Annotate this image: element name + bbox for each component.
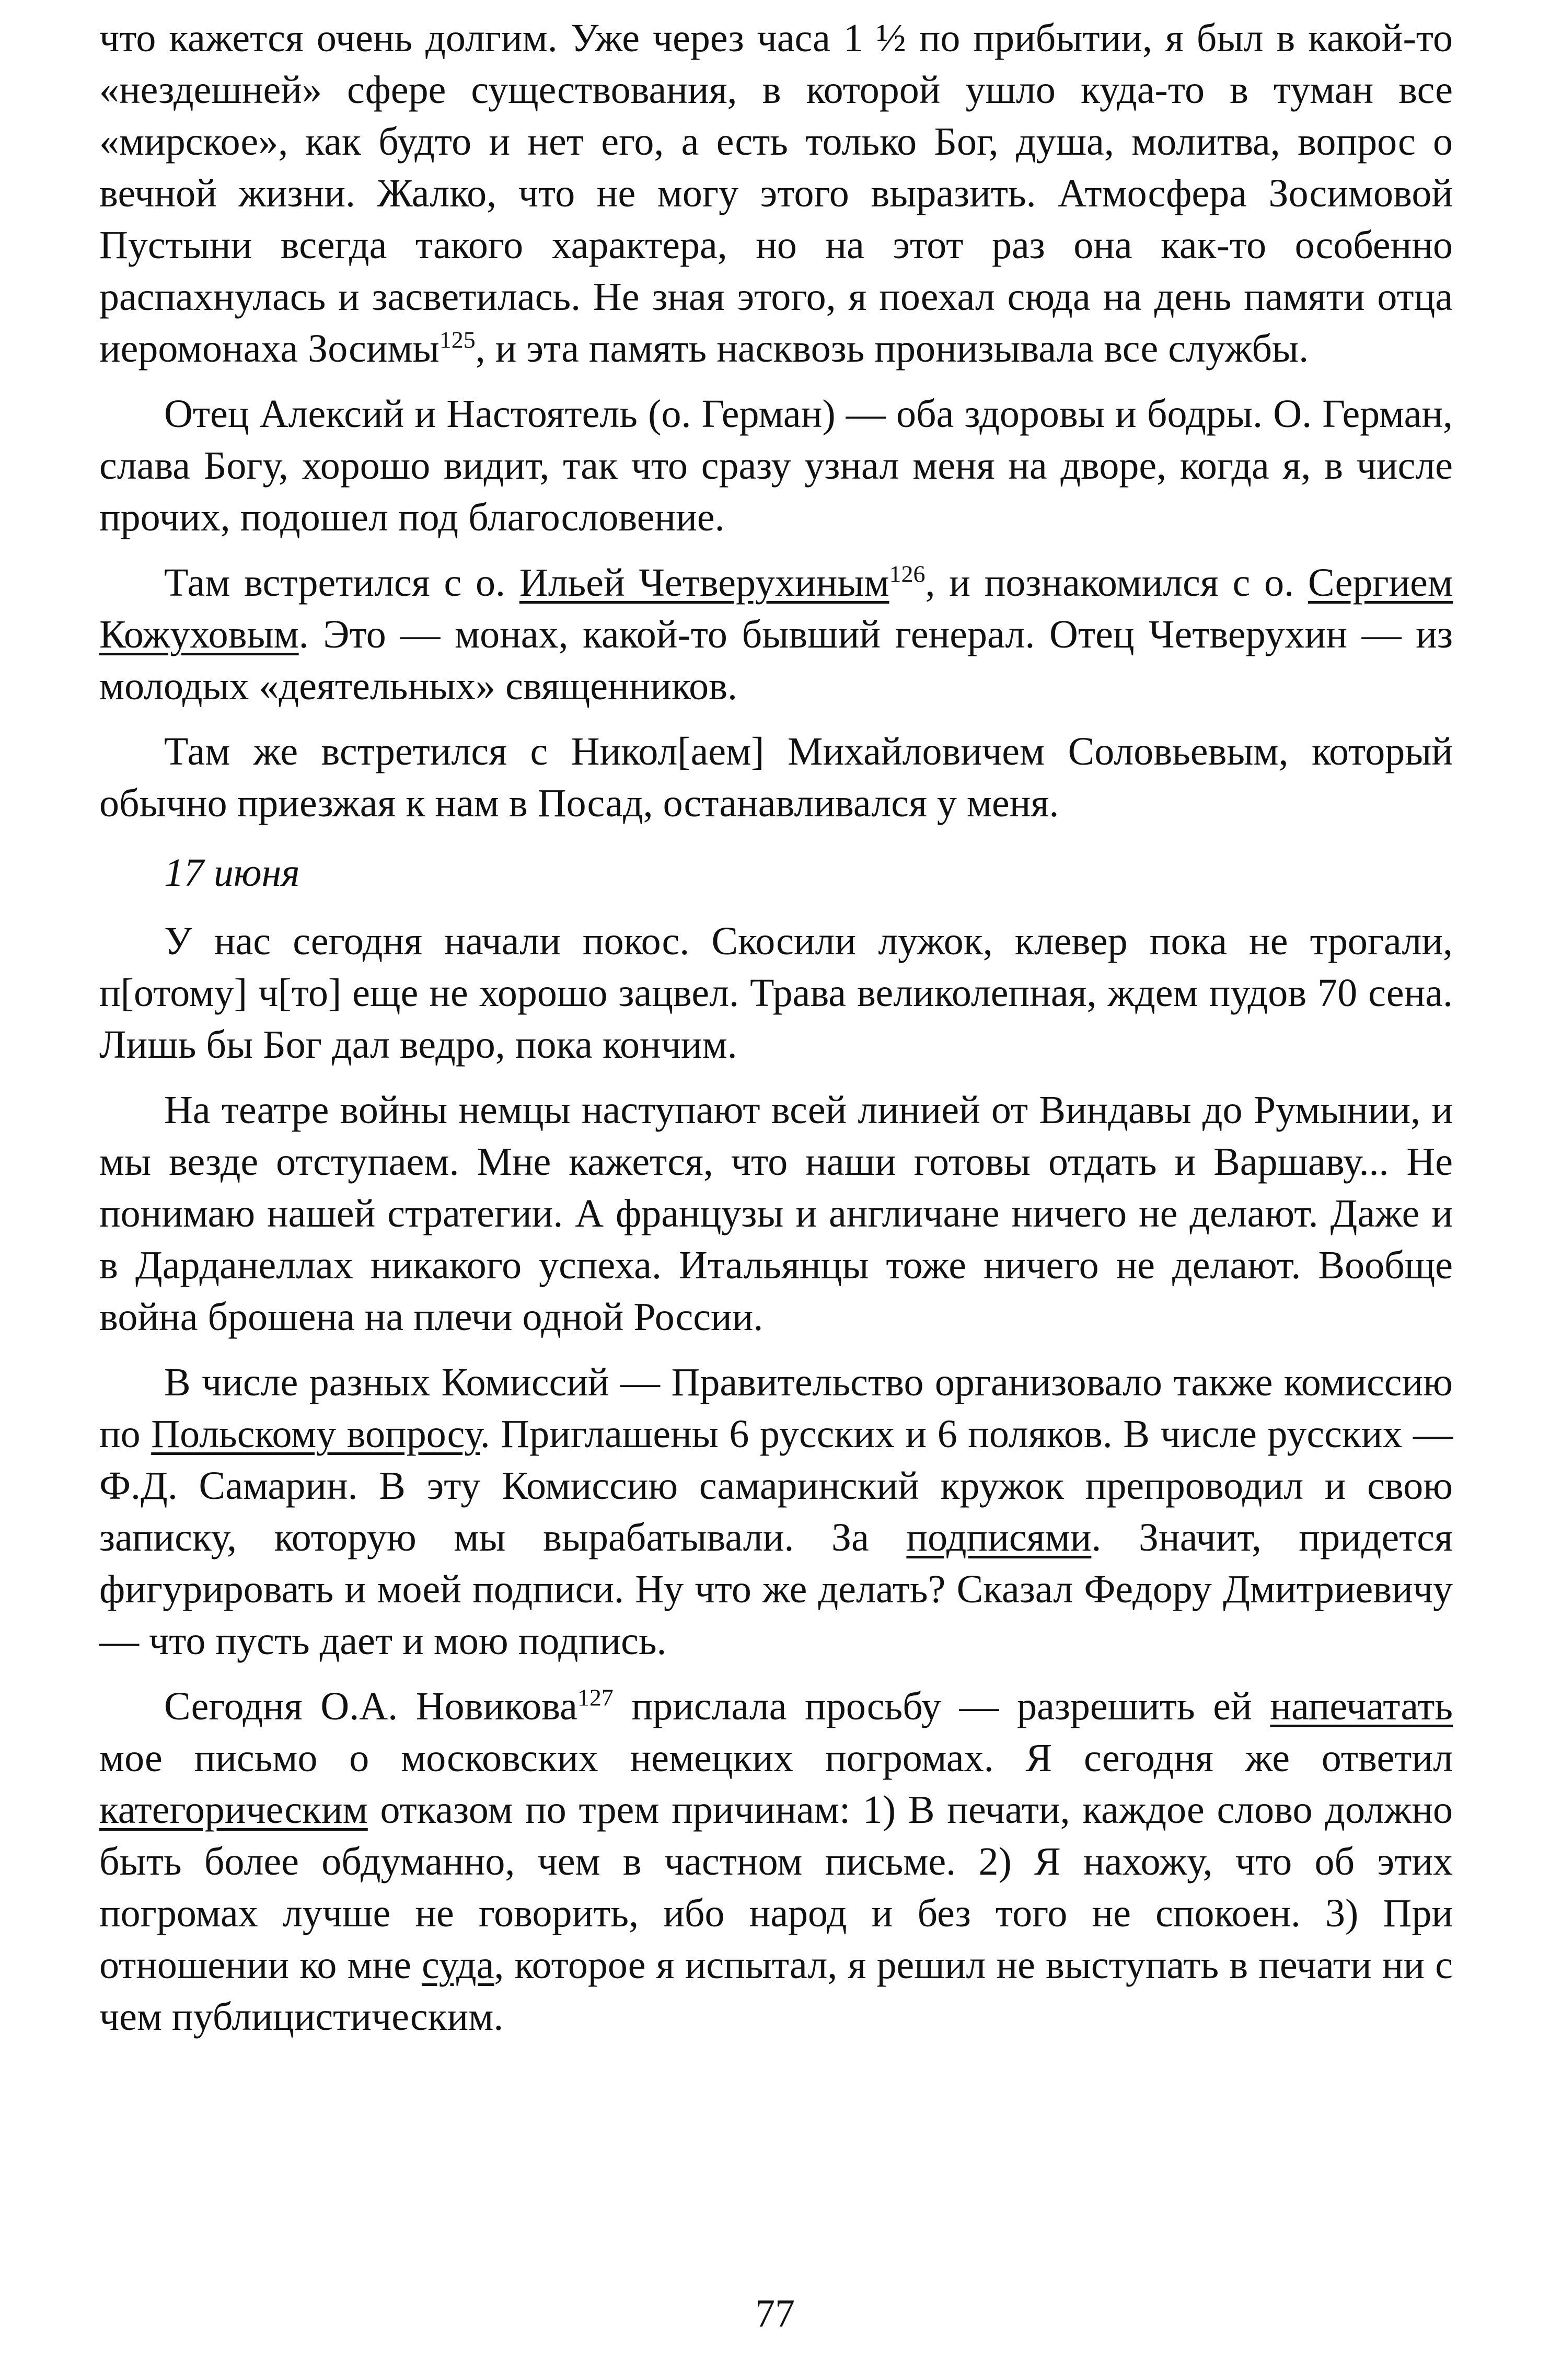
paragraph-2 [99,388,1453,544]
text-run: , которое я испытал, я решил не выступать в печати ни с чем публицистическим. [99,1943,1453,2039]
paragraph-7 [99,1357,1453,1667]
text-run: На театре войны немцы наступают всей линией от Виндавы до Румынии, и мы везде отступаем. Мне кажется, что наши готовы отдать и Варшаву... Не понимаю нашей стратегии. А французы и англичане ничего не делают. Даже и в Дарданеллах никакого успеха. Итальянцы тоже ничего не делают. Вообще война брошена на плечи одной России. [99,1088,1453,1339]
underlined-print: напечатать [1270,1684,1453,1728]
text-run: В числе разных Комиссий — Правительство организовало также комиссию по [99,1360,1453,1456]
text-run: . Это — монах, какой-то бывший генерал. Отец Четверухин — из молодых «деятельных» священников. [99,613,1453,708]
paragraph-1 [99,13,1453,375]
diary-date-heading: 17 июня [164,851,300,895]
underlined-name-chetverukhin: Ильей Четверухиным [519,561,889,605]
underlined-name-kozhukhov: Сергием Кожуховым [99,561,1453,656]
underlined-signatures: подписями [906,1516,1092,1559]
text-run: что кажется очень долгим. Уже через часа 1 ½ по прибытии, я был в какой-то «нездешней» сфере существования, в которой ушло куда-то в туман все «мирское», как будто и нет его, а есть только Бог, душа, молитва, вопрос о вечной жизни. Жалко, что не могу этого выразить. Атмосфера Зосимовой Пустыни всегда такого характера, но на этот раз она как-то особенно распахнулась и засветилась. Не зная этого, я поехал сюда на день памяти отца иеромонаха Зосимы [99,16,1453,371]
text-run: , и эта память насквозь пронизывала все службы. [475,327,1309,371]
text-run: . Приглашены 6 русских и 6 поляков. В числе русских — Ф.Д. Самарин. В эту Комиссию самаринский кружок препроводил и свою записку, которую мы вырабатывали. За [99,1412,1453,1559]
text-run: У нас сегодня начали покос. Скосили лужок, клевер пока не трогали, п[отому] ч[то] еще не хорошо зацвел. Трава великолепная, ждем пудов 70 сена. Лишь бы Бог дал ведро, пока кончим. [99,919,1453,1067]
text-run: отказом по трем причинам: 1) В печати, каждое слово должно быть более обдуманно, чем в частном письме. 2) Я нахожу, что об этих погромах лучше не говорить, ибо народ и без того не спокоен. 3) При отношении ко мне [99,1788,1453,1987]
text-run: Там встретился с о. [164,561,519,605]
footnote-ref-125[interactable]: 125 [439,326,476,353]
paragraph-8 [99,1681,1453,2043]
paragraph-6 [99,1084,1453,1343]
footnote-ref-127[interactable]: 127 [577,1684,614,1711]
text-run: прислала просьбу — разрешить ей [613,1684,1270,1728]
underlined-court: суда [422,1943,494,1987]
text-run: Отец Алексий и Настоятель (о. Герман) — оба здоровы и бодры. О. Герман, слава Богу, хорошо видит, так что сразу узнал меня на дворе, когда я, в числе прочих, подошел под благословение. [99,392,1453,539]
text-run: Там же встретился с Никол[аем] Михайловичем Соловьевым, который обычно приезжая к нам в Посад, останавливался у меня. [99,730,1453,825]
underlined-polish-question: Польскому вопросу [151,1412,480,1456]
page-number: 77 [755,2292,795,2336]
paragraph-4 [99,726,1453,829]
footnote-ref-126[interactable]: 126 [889,560,926,587]
text-run: мое письмо о московских немецких погромах. Я сегодня же ответил [99,1736,1453,1780]
paragraph-3 [99,557,1453,712]
page-body [99,13,1453,2056]
paragraph-5 [99,916,1453,1071]
text-run: Сегодня О.А. Новикова [164,1684,577,1728]
text-run: . Значит, придется фигурировать и моей подписи. Ну что же делать? Сказал Федору Дмитриевичу — что пусть дает и мою подпись. [99,1516,1453,1663]
text-run: , и познакомился с о. [925,561,1308,605]
underlined-categorical: категорическим [99,1788,368,1832]
